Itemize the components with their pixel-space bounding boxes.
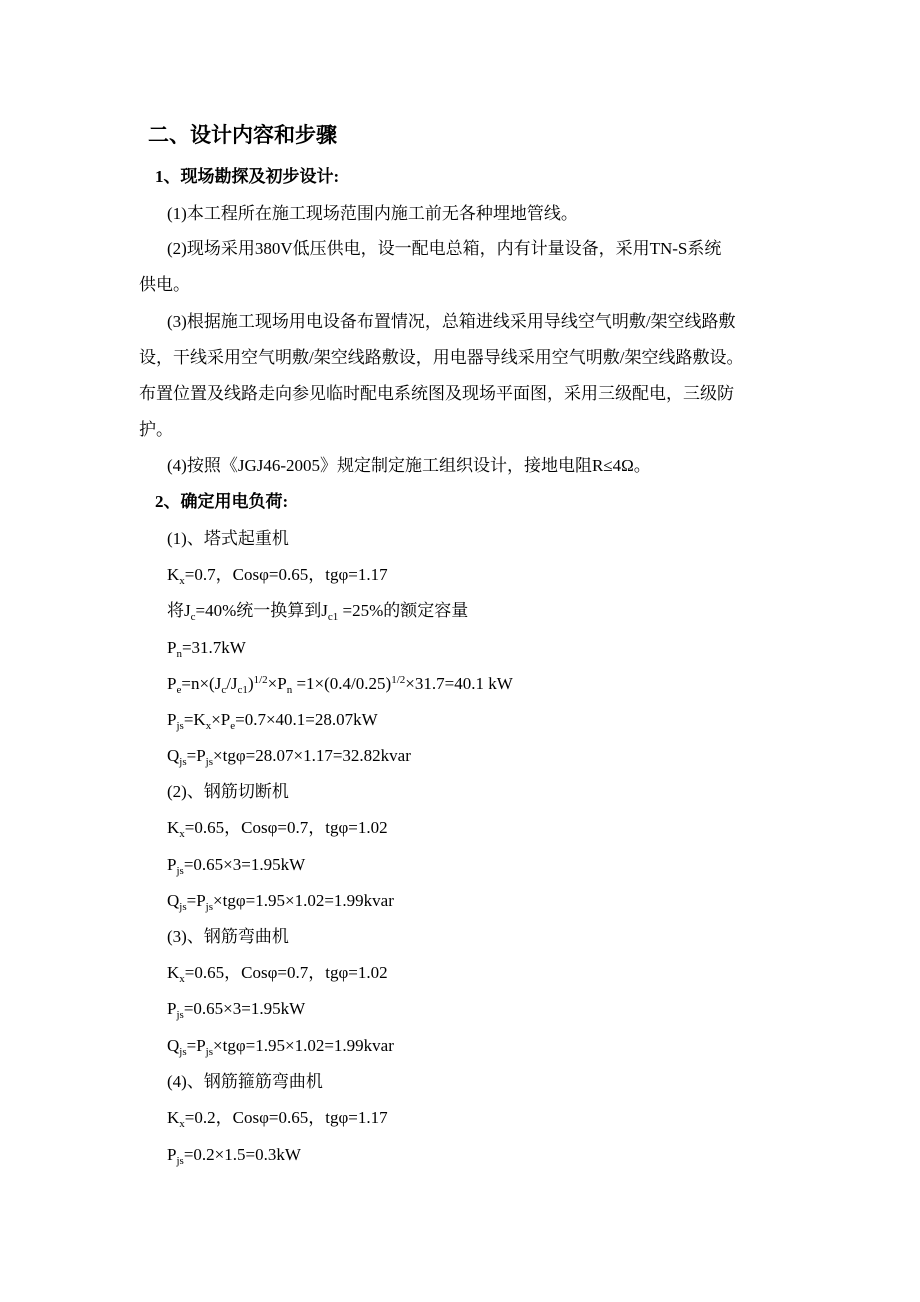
item-3-active-load: $P_{js}=0.65\times 3=1.95kW$ bbox=[167, 999, 306, 1021]
item-2-active-load: $P_{js}=0.65\times 3=1.95kW$ bbox=[167, 855, 306, 877]
item-2-reactive-load: $Q_{js}=P_{js}\times tg\varphi=1.95\times 1.02=1.99kvar$ bbox=[167, 891, 394, 913]
subsection-title-2: 2、确定用电负荷: bbox=[155, 492, 289, 511]
item-2-coefficients: $K_x=0.65$，Cosφ=0.7，tgφ=1.02 bbox=[167, 818, 388, 840]
item-1-active-load: $P_{js}=K_x\times P_e=0.7\times 40.1=28.07kW$ bbox=[167, 710, 378, 732]
paragraph-1: (1)本工程所在施工现场范围内施工前无各种埋地管线。 bbox=[167, 204, 578, 223]
item-3-coefficients: $K_x=0.65$，Cosφ=0.7，tgφ=1.02 bbox=[167, 963, 388, 985]
paragraph-3-line-3: 布置位置及线路走向参见临时配电系统图及现场平面图，采用三级配电，三级防 bbox=[139, 384, 734, 403]
item-4-active-load: $P_{js}=0.2\times 1.5=0.3kW$ bbox=[167, 1145, 301, 1167]
item-1-equivalent-power: $P_e=n\times(J_c/J_{c1})^{1/2}\times P_n =1\times(0.4/0.25)^{1/2}\times 31.7=40.1$ kW bbox=[167, 674, 513, 696]
paragraph-3-line-4: 护。 bbox=[139, 420, 173, 439]
item-1-reactive-load: $Q_{js}=P_{js}\times tg\varphi=28.07\times 1.17=32.82kvar$ bbox=[167, 746, 411, 768]
section-heading: 二、设计内容和步骤 bbox=[148, 123, 337, 147]
paragraph-2-line-1: (2)现场采用380V低压供电，设一配电总箱，内有计量设备，采用TN-S系统 bbox=[167, 239, 722, 258]
item-1-conversion: 将$J_c=40\%$统一换算到$J_{c1} =25\%$的额定容量 bbox=[167, 601, 469, 623]
paragraph-2-line-2: 供电。 bbox=[139, 275, 190, 294]
paragraph-3-line-2: 设，干线采用空气明敷/架空线路敷设，用电器导线采用空气明敷/架空线路敷设。 bbox=[139, 348, 744, 367]
item-1-title: (1)、塔式起重机 bbox=[167, 529, 289, 548]
item-1-rated-power: $P_n=31.7kW$ bbox=[167, 638, 246, 660]
item-4-coefficients: $K_x=0.2$，Cosφ=0.65，tgφ=1.17 bbox=[167, 1108, 388, 1130]
item-4-title: (4)、钢筋箍筋弯曲机 bbox=[167, 1072, 323, 1091]
subsection-title-1: 1、现场勘探及初步设计: bbox=[155, 167, 340, 186]
item-3-title: (3)、钢筋弯曲机 bbox=[167, 927, 289, 946]
item-1-coefficients: $K_x=0.7$，Cosφ=0.65，tgφ=1.17 bbox=[167, 565, 388, 587]
paragraph-3-line-1: (3)根据施工现场用电设备布置情况，总箱进线采用导线空气明敷/架空线路敷 bbox=[167, 312, 736, 331]
item-2-title: (2)、钢筋切断机 bbox=[167, 782, 289, 801]
item-3-reactive-load: $Q_{js}=P_{js}\times tg\varphi=1.95\times 1.02=1.99kvar$ bbox=[167, 1036, 394, 1058]
paragraph-4: (4)按照《JGJ46-2005》规定制定施工组织设计，接地电阻R≤4Ω。 bbox=[167, 456, 651, 475]
